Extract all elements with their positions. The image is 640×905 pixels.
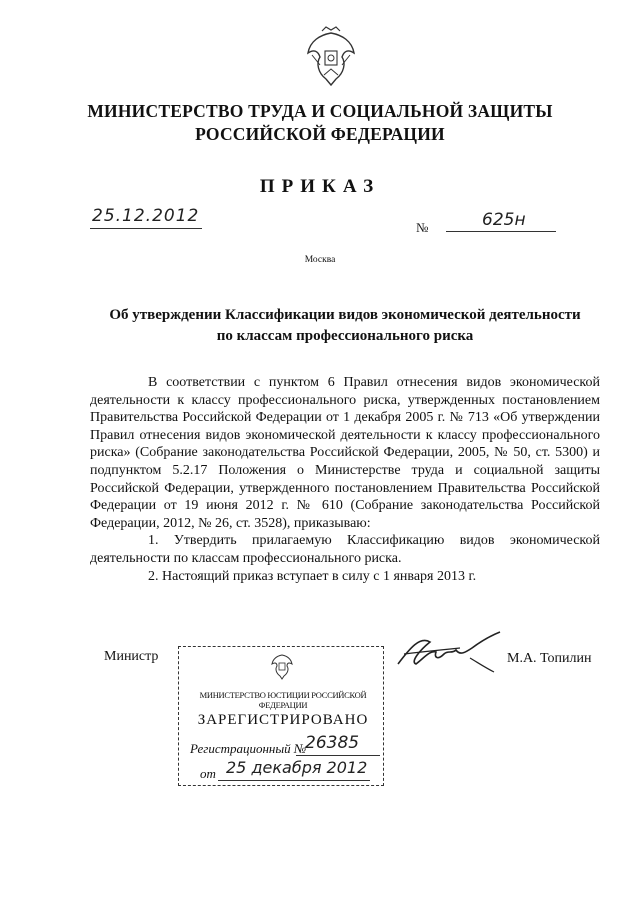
coat-of-arms-icon <box>300 25 362 93</box>
ministry-line-1: МИНИСТЕРСТВО ТРУДА И СОЦИАЛЬНОЙ ЗАЩИТЫ <box>87 101 553 121</box>
order-date: 25.12.2012 <box>92 206 200 226</box>
paragraph-item-1: 1. Утвердить прилагаемую Классификацию видов экономической деятельности по классам профессионального риска. <box>90 533 600 566</box>
stamp-date-underline <box>218 780 370 781</box>
stamp-registered: ЗАРЕГИСТРИРОВАНО <box>197 712 369 728</box>
city: Москва <box>304 255 336 265</box>
stamp-number-underline <box>296 755 380 756</box>
order-title: ПРИКАЗ <box>259 176 381 197</box>
number-underline <box>446 231 556 232</box>
subject-line-2: по классам профессионального риска <box>216 328 474 344</box>
ministry-line-2: РОССИЙСКОЙ ФЕДЕРАЦИИ <box>195 124 445 144</box>
subject-line-1: Об утверждении Классификации видов экономической деятельности <box>109 307 581 323</box>
stamp-reg-date: 25 декабря 2012 <box>226 758 368 777</box>
number-sign: № <box>416 220 429 235</box>
stamp-reg-number: 26385 <box>305 733 360 753</box>
ministry-header <box>60 100 580 146</box>
paragraph-preamble: В соответствии с пунктом 6 Правил отнесения видов экономической деятельности к классу профессионального риска, утвержденных постановлением Правительства Российской Федерации от 1 декабря 2005 г. № 713 «Об утверждении Правил отнесения видов экономической деятельности к классу профессионального риска» (Собрание законодательства Российской Федерации, 2005, № 50, ст. 5300) и подпунктом 5.2.17 Положения о Министерстве труда и социальной защиты Российской Федерации, утвержденного постановлением Правительства Российской Федерации от 19 июня 2012 г. № 610 (Собрание законодательства Российской Федерации, 2012, № 26, ст. 3528), приказываю: <box>90 375 600 531</box>
order-number: 625н <box>482 210 526 230</box>
handwritten-signature <box>390 628 510 678</box>
order-subject <box>70 305 620 347</box>
stamp-ministry: МИНИСТЕРСТВО ЮСТИЦИИ РОССИЙСКОЙ ФЕДЕРАЦИИ <box>199 690 367 710</box>
date-underline <box>90 228 202 229</box>
stamp-date-label: от <box>200 766 216 781</box>
order-body <box>90 374 600 585</box>
signer-position: Министр <box>104 649 159 664</box>
signer-name: М.А. Топилин <box>507 651 592 666</box>
coat-of-arms-icon <box>268 651 296 681</box>
paragraph-item-2: 2. Настоящий приказ вступает в силу с 1 января 2013 г. <box>148 568 477 584</box>
stamp-reg-label: Регистрационный № <box>190 741 307 756</box>
